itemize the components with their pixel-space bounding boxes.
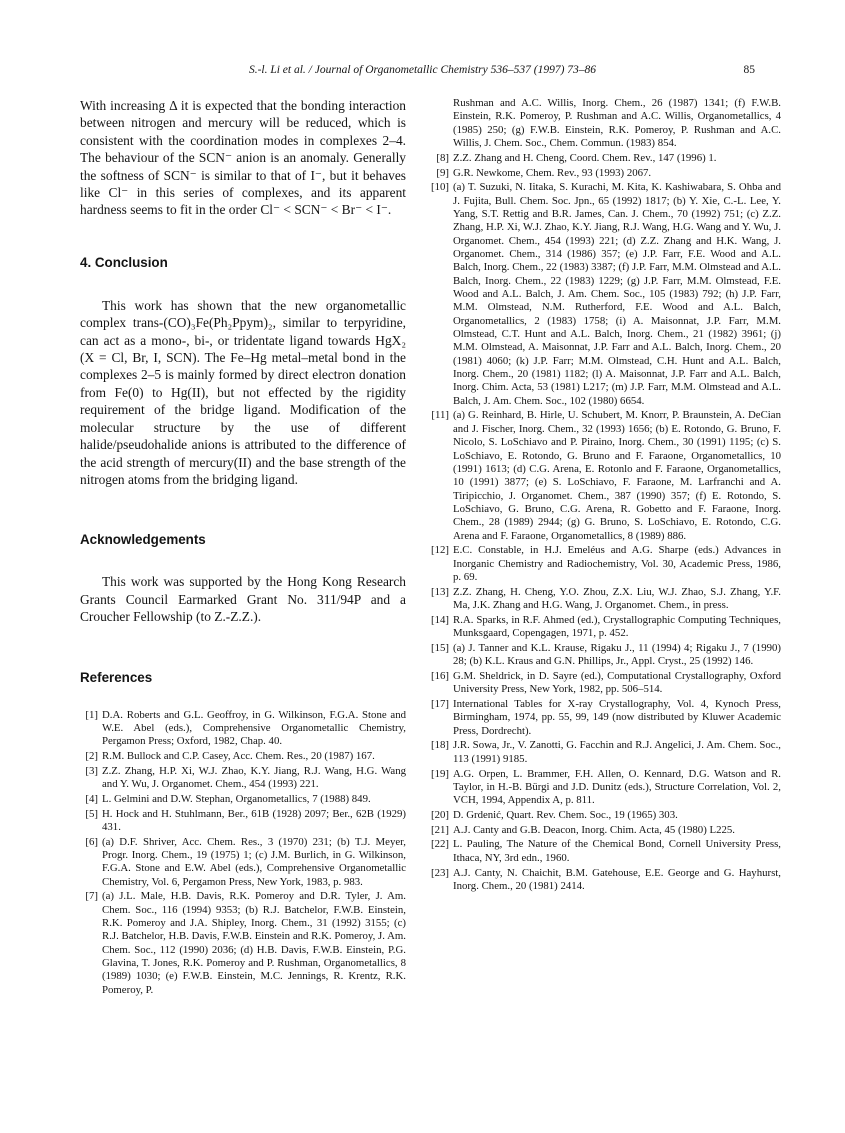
reference-item-continued bbox=[427, 97, 781, 150]
reference-item bbox=[427, 838, 781, 865]
reference-number: [8] bbox=[436, 151, 449, 164]
reference-number: [3] bbox=[85, 764, 98, 777]
right-column bbox=[427, 97, 781, 895]
conclusion-paragraph: This work has shown that the new organometallic complex trans-(CO)₃Fe(Ph₂Ppym)₂, similar to terpyridine, can act as a mono-, bi-, or tridentate ligand towards HgX₂ (X = Cl, Br, I, SCN). The Fe–Hg metal–metal bond in the complexes 2–5 is mainly formed by direct electron donation from Fe(0) to Hg(II), but not effected by the rigidity requirement of the bridge ligand. Modification of the molecular structure by the use of different halide/pseudohalide anions is attributed to the difference of the acid strength of mercury(II) and the base strength of the nitrogen atoms from the bridging ligand. bbox=[80, 297, 406, 487]
reference-number: [5] bbox=[85, 807, 98, 820]
reference-text: D. Grdenić, Quart. Rev. Chem. Soc., 19 (1965) 303. bbox=[453, 808, 678, 821]
reference-item bbox=[80, 836, 406, 889]
reference-item bbox=[80, 808, 406, 835]
reference-text: (a) D.F. Shriver, Acc. Chem. Res., 3 (1970) 231; (b) T.J. Meyer, Progr. Inorg. Chem., 19 (1975) 1; (c) J.M. Burlich, in G. Wilkinson, F.G.A. Stone and E.W. Abel (eds.), Comprehensive Organometallic Chemistry, Vol. 6, Pergamon Press, New York, 1983, p. 983. bbox=[102, 835, 406, 888]
reference-number: [20] bbox=[431, 808, 449, 821]
reference-item bbox=[427, 167, 781, 180]
reference-number: [1] bbox=[85, 708, 98, 721]
reference-number: [2] bbox=[85, 749, 98, 762]
reference-item bbox=[427, 768, 781, 808]
reference-text: D.A. Roberts and G.L. Geoffroy, in G. Wilkinson, F.G.A. Stone and W.E. Abel (eds.), Comprehensive Organometallic Chemistry, Pergamon Press; Oxford, 1982, Chap. 40. bbox=[102, 708, 406, 748]
reference-item bbox=[80, 709, 406, 749]
reference-item bbox=[427, 698, 781, 738]
reference-text: (a) J. Tanner and K.L. Krause, Rigaku J., 11 (1994) 4; Rigaku J., 7 (1990) 28; (b) K.L. Kraus and G.N. Phillips, Jr., Appl. Cryst., 25 (1992) 146. bbox=[453, 641, 781, 668]
reference-text: R.A. Sparks, in R.F. Ahmed (ed.), Crystallographic Computing Techniques, Munksgaard, Copengagen, 1971, p. 452. bbox=[453, 613, 781, 640]
reference-text: L. Gelmini and D.W. Stephan, Organometallics, 7 (1988) 849. bbox=[102, 792, 371, 805]
reference-text: Z.Z. Zhang and H. Cheng, Coord. Chem. Rev., 147 (1996) 1. bbox=[453, 151, 717, 164]
reference-number: [21] bbox=[431, 823, 449, 836]
discussion-paragraph: With increasing Δ it is expected that the bonding interaction between nitrogen and mercury will be reduced, which is consistent with the coordination modes in complexes 2–4. The behaviour of the SCN⁻ anion is an anomaly. Generally the softness of SCN⁻ is similar to that of I⁻, but it behaves like Cl⁻ in this series of complexes, and its apparent hardness seems to fit in the order Cl⁻ < SCN⁻ < Br⁻ < I⁻. bbox=[80, 98, 406, 218]
reference-number: [4] bbox=[85, 792, 98, 805]
reference-item bbox=[427, 642, 781, 669]
reference-item bbox=[80, 793, 406, 806]
reference-number: [10] bbox=[431, 181, 449, 194]
reference-text: J.R. Sowa, Jr., V. Zanotti, G. Facchin and R.J. Angelici, J. Am. Chem. Soc., 113 (1991) 9185. bbox=[453, 739, 781, 765]
reference-number: [12] bbox=[431, 544, 449, 557]
reference-item bbox=[427, 614, 781, 641]
reference-item bbox=[427, 409, 781, 542]
reference-item bbox=[427, 867, 781, 894]
reference-text: A.G. Orpen, L. Brammer, F.H. Allen, O. Kennard, D.G. Watson and R. Taylor, in H.-B. Bürgi and J.D. Dunitz (eds.), Structure Correlation, Vol. 2, VCH, 1994, Appendix A, p. 811. bbox=[453, 767, 781, 807]
reference-text: G.M. Sheldrick, in D. Sayre (ed.), Computational Crystallography, Oxford University Press, New York, 1982, pp. 506–514. bbox=[453, 669, 781, 696]
reference-text: (a) J.L. Male, H.B. Davis, R.K. Pomeroy and D.R. Tyler, J. Am. Chem. Soc., 116 (1994) 9353; (b) R.J. Batchelor, F.W.B. Einstein, R.K. Pomeroy and J.A. Shipley, Inorg. Chem., 31 (1992) 3155; (c) R.J. Batchelor, H.B. Davis, F.W.B. Einstein and R.K. Pomeroy, J. Am. Chem. Soc., 112 (1990) 2036; (d) H.B. Davis, F.W.B. Einstein, P.G. Glavina, T. Jones, R.K. Pomeroy and P. Rushman, Organometallics, 8 (1989) 1030; (e) F.W.B. Einstein, M.C. Jennings, R. Krentz, R.K. Pomeroy, P. bbox=[102, 890, 406, 996]
reference-item bbox=[80, 890, 406, 997]
reference-item bbox=[427, 824, 781, 837]
reference-text: H. Hock and H. Stuhlmann, Ber., 61B (1928) 2097; Ber., 62B (1929) 431. bbox=[102, 807, 406, 833]
reference-number: [23] bbox=[431, 866, 449, 879]
references-list-left bbox=[80, 709, 406, 998]
reference-item bbox=[427, 181, 781, 408]
conclusion-heading: 4. Conclusion bbox=[80, 254, 168, 270]
reference-number bbox=[427, 97, 453, 150]
reference-number: [13] bbox=[431, 585, 449, 598]
reference-text: Rushman and A.C. Willis, Inorg. Chem., 26 (1987) 1341; (f) F.W.B. Einstein, R.K. Pomeroy, P. Rushman and A.C. Willis, Organometallics, 4 (1985) 250; (g) F.W.B. Einstein, R.K. Pomeroy, P. Rushman and A.C. Willis, J. Chem. Soc., Chem. Commun. (1983) 854. bbox=[453, 97, 781, 150]
reference-item bbox=[427, 739, 781, 766]
page-number: 85 bbox=[743, 64, 755, 76]
reference-item bbox=[427, 586, 781, 613]
reference-number: [18] bbox=[431, 739, 449, 752]
reference-number: [6] bbox=[85, 835, 98, 848]
acknowledgements-heading: Acknowledgements bbox=[80, 532, 206, 548]
reference-item bbox=[427, 670, 781, 697]
reference-item bbox=[427, 152, 781, 165]
reference-number: [14] bbox=[431, 613, 449, 626]
reference-text: Z.Z. Zhang, H. Cheng, Y.O. Zhou, Z.X. Liu, W.J. Zhao, S.J. Zhang, Y.F. Ma, J.K. Zhang and H.G. Wang, J. Organomet. Chem., in press. bbox=[453, 585, 781, 612]
reference-item bbox=[80, 750, 406, 763]
reference-item bbox=[80, 765, 406, 792]
reference-text: E.C. Constable, in H.J. Emeléus and A.G. Sharpe (eds.) Advances in Inorganic Chemistry and Radiochemistry, Vol. 30, Academic Press, 1986, p. 69. bbox=[453, 544, 781, 583]
reference-text: International Tables for X-ray Crystallography, Vol. 4, Kynoch Press, Birmingham, 1974, pp. 55, 99, 149 (now distributed by Kluwer Academic Press, Dordrecht). bbox=[453, 698, 781, 737]
reference-number: [7] bbox=[85, 890, 98, 903]
reference-number: [11] bbox=[431, 409, 449, 422]
reference-number: [19] bbox=[431, 767, 449, 780]
reference-number: [16] bbox=[431, 669, 449, 682]
reference-text: (a) G. Reinhard, B. Hirle, U. Schubert, M. Knorr, P. Braunstein, A. DeCian and J. Fischer, Inorg. Chem., 32 (1993) 1656; (b) E. Rotondo, G. Bruno, F. Nicolo, S. LoSchiavo and P. Piraino, Inorg. Chem., 30 (1991) 1195; (c) S. LoSchiavo, E. Rotondo, G. Bruno and F. Faraone, Organometallics, 10 (1991) 1613; (d) C.G. Arena, E. Rotonlo and F. Faraone, Organometallics, 10 (1991) 3877; (e) S. LoSchiavo, F. Faraone, M. Larfranchi and A. Tiripicchio, J. Organomet. Chem., 387 (1990) 357; (f) E. Rotondo, S. LoSchiavo, G. Bruno, C.G. Arena, R. Gobetto and F. Faraone, Inorg. Chem., 28 (1989) 2944; (g) G. Bruno, S. LoSchiavo, E. Rotondo, C.G. Arena and F. Faraone, Organometallics, 8 (1989) 886. bbox=[453, 409, 781, 542]
left-column bbox=[80, 97, 406, 998]
reference-text: G.R. Newkome, Chem. Rev., 93 (1993) 2067. bbox=[453, 166, 652, 179]
references-heading: References bbox=[80, 669, 153, 685]
reference-text: A.J. Canty, N. Chaichit, B.M. Gatehouse, E.E. George and G. Hayhurst, Inorg. Chem., 20 (1981) 2414. bbox=[453, 866, 781, 892]
reference-text: (a) T. Suzuki, N. Iitaka, S. Kurachi, M. Kita, K. Kashiwabara, S. Ohba and J. Fujita, Bull. Chem. Soc. Jpn., 65 (1992) 1817; (b) Y. Xie, C.-L. Lee, Y. Yang, S.T. Rettig and B.R. James, Can. J. Chem., 70 (1992) 751; (c) Z.Z. Zhang, H.P. Xi, W.J. Zhao, K.Y. Jiang, R.J. Wang, H.G. Wang and Y. Wu, J. Organomet. Chem., 454 (1993) 221; (d) Z.Z. Zhang and H.K. Wang, J. Organomet. Chem., 314 (1986) 357; (e) J.P. Farr, F.E. Wood and A.L. Balch, Inorg. Chem., 22 (1983) 3387; (f) J.P. Farr, M.M. Olmstead and A.L. Balch, Inorg. Chem., 22 (1983) 1229; (g) J.P. Farr, M.M. Olmstead, F.E. Wood and A.L. Balch, J. Am. Chem. Soc., 105 (1983) 792; (h) J.P. Farr, M.M. Olmstead, N.M. Rutherford, F.E. Wood and A.L. Balch, Organometallics, 2 (1983) 1758; (i) A. Maisonnat, J.P. Farr, M.M. Olmstead, C.T. Hunt and A.L. Balch, Inorg. Chem., 21 (1982) 3961; (j) M.M. Olmstead, A. Maisonnat, J.P. Farr and A.L. Balch, Inorg. Chem., 20 (1981) 4060; (k) J.P. Farr; M.M. Olmstead, C.H. Hunt and A.L. Balch, Inorg. Chem., 20 (1981) 1182; (l) A. Maisonnat, J.P. Farr and A.L. Balch, Inorg. Chim. Acta, 53 (1981) L217; (m) J.P. Farr, M.M. Olmstead and A.L. Balch, J. Am. Chem. Soc., 102 (1980) 6654. bbox=[453, 181, 781, 407]
reference-number: [22] bbox=[431, 838, 449, 851]
references-list-right bbox=[427, 97, 781, 893]
reference-text: R.M. Bullock and C.P. Casey, Acc. Chem. Res., 20 (1987) 167. bbox=[102, 749, 375, 762]
reference-text: Z.Z. Zhang, H.P. Xi, W.J. Zhao, K.Y. Jiang, R.J. Wang, H.G. Wang and Y. Wu, J. Organomet. Chem., 454 (1993) 221. bbox=[102, 764, 406, 791]
reference-item bbox=[427, 544, 781, 584]
reference-text: L. Pauling, The Nature of the Chemical Bond, Cornell University Press, Ithaca, NY, 3rd edn., 1960. bbox=[453, 838, 781, 864]
running-header bbox=[0, 64, 845, 82]
running-title: S.-l. Li et al. / Journal of Organometallic Chemistry 536–537 (1997) 73–86 bbox=[248, 64, 597, 76]
reference-number: [15] bbox=[431, 641, 449, 654]
reference-text: A.J. Canty and G.B. Deacon, Inorg. Chim. Acta, 45 (1980) L225. bbox=[453, 823, 735, 836]
acknowledgements-paragraph: This work was supported by the Hong Kong Research Grants Council Earmarked Grant No. 311/94P and a Croucher Fellowship (to Z.-Z.Z.). bbox=[80, 574, 406, 625]
reference-number: [17] bbox=[431, 698, 449, 711]
reference-number: [9] bbox=[436, 166, 449, 179]
reference-item bbox=[427, 809, 781, 822]
